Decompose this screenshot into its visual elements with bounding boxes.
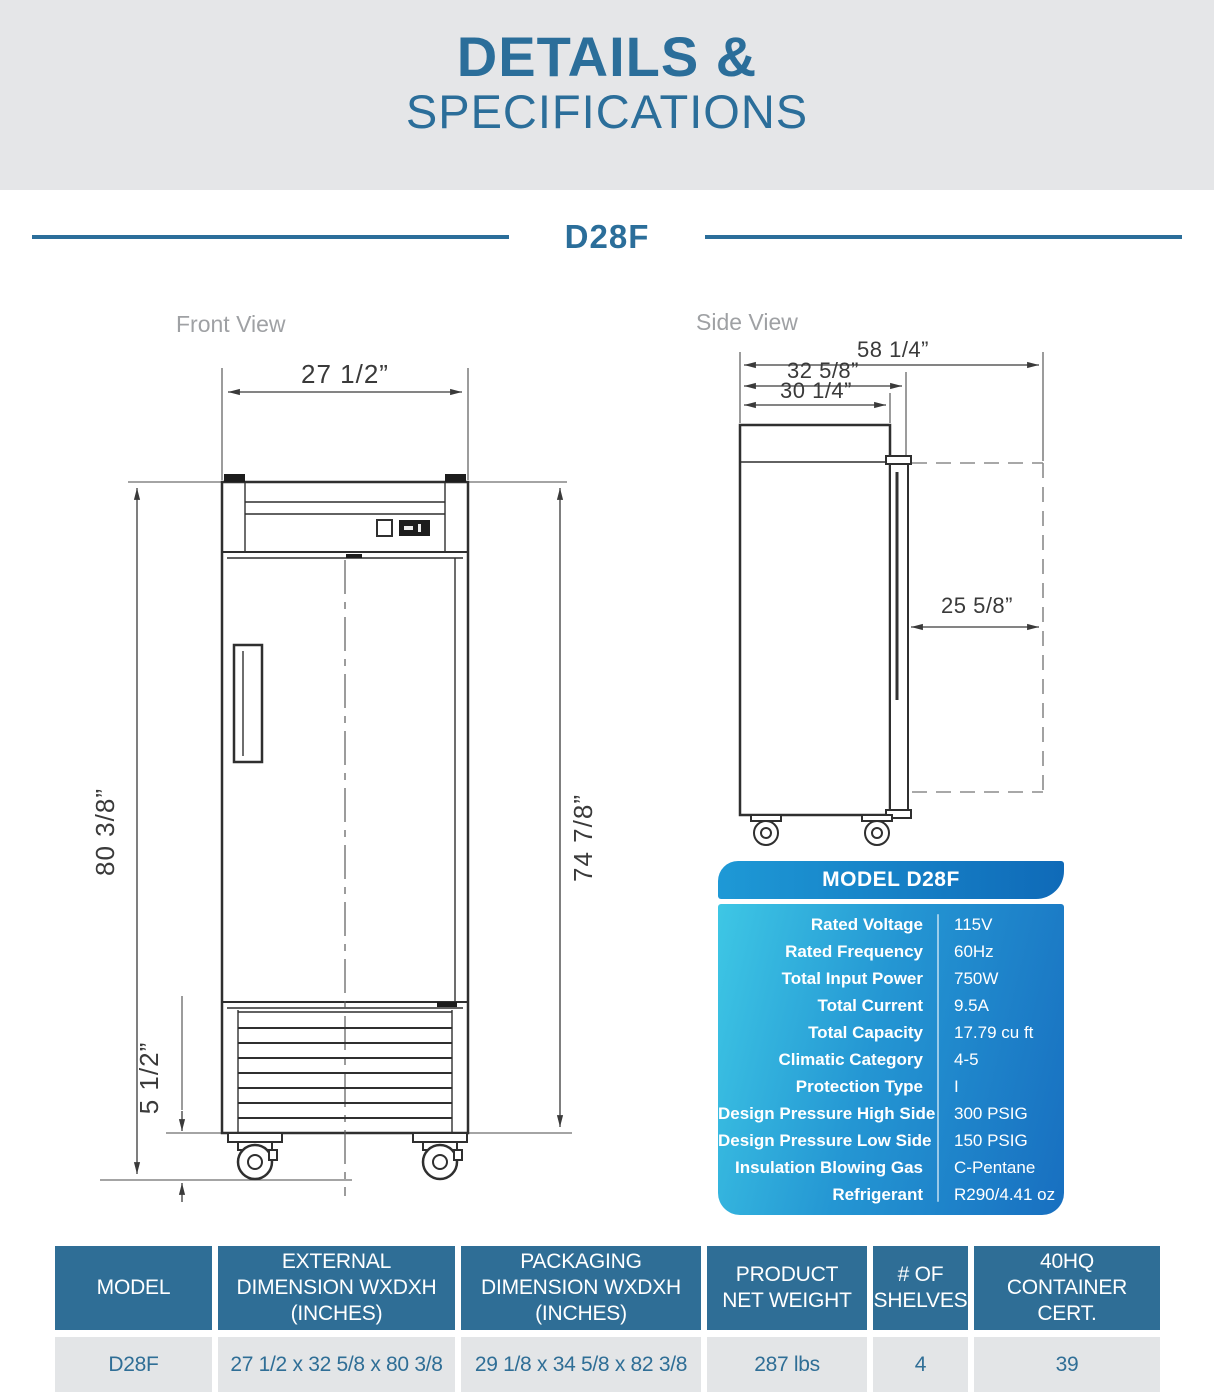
front-width-dimension: 27 1/2” <box>301 359 389 389</box>
column-header-net-weight: PRODUCT NET WEIGHT <box>707 1246 867 1330</box>
spec-value: 9.5A <box>954 996 989 1015</box>
spec-value: I <box>954 1077 959 1096</box>
side-hinge-top <box>886 456 911 464</box>
spec-row <box>718 916 1064 933</box>
front-view-label: Front View <box>176 311 286 337</box>
spec-row <box>718 1186 1064 1203</box>
cell-external-dimension: 27 1/2 x 32 5/8 x 80 3/8 <box>218 1337 455 1392</box>
side-view-drawing <box>740 337 1043 845</box>
cell-container-cert: 39 <box>974 1337 1160 1392</box>
front-caster-right <box>413 1133 467 1179</box>
spec-label: Insulation Blowing Gas <box>735 1158 923 1177</box>
dimensions-table <box>55 1246 1160 1392</box>
cell-shelves: 4 <box>873 1337 968 1392</box>
spec-value: 750W <box>954 969 999 988</box>
spec-label: Rated Voltage <box>810 915 923 934</box>
spec-value: R290/4.41 oz <box>954 1185 1056 1204</box>
page-title-line2: SPECIFICATIONS <box>405 84 809 138</box>
spec-value: 4-5 <box>954 1050 979 1069</box>
column-header-container-cert: 40HQ CONTAINER CERT. <box>974 1246 1160 1330</box>
spec-row <box>718 997 1064 1014</box>
spec-label: Refrigerant <box>832 1185 923 1204</box>
spec-row <box>718 970 1064 987</box>
spec-label: Design Pressure Low Side <box>718 1131 932 1150</box>
spec-label: Rated Frequency <box>785 942 923 961</box>
power-switch <box>399 520 430 536</box>
spec-card-title: MODEL D28F <box>718 861 1064 899</box>
cell-net-weight: 287 lbs <box>707 1337 867 1392</box>
spec-value: 150 PSIG <box>954 1131 1028 1150</box>
side-depth-with-door-dimension: 32 5/8” <box>787 358 859 383</box>
spec-value: 60Hz <box>954 942 994 961</box>
side-view-label: Side View <box>696 309 798 335</box>
side-caster-rear <box>862 815 892 845</box>
front-body-height-dimension: 74 7/8” <box>568 794 598 882</box>
side-door-open-dimension: 25 5/8” <box>941 593 1013 618</box>
column-header-packaging-dimension: PACKAGING DIMENSION WXDXH (INCHES) <box>461 1246 701 1330</box>
spec-value: 300 PSIG <box>954 1104 1028 1123</box>
spec-row <box>718 1159 1064 1176</box>
spec-row <box>718 1024 1064 1041</box>
side-caster-front <box>751 815 781 845</box>
column-header-shelves: # OF SHELVES <box>873 1246 968 1330</box>
spec-label: Climatic Category <box>778 1050 923 1069</box>
hinge-cap-left <box>224 474 245 482</box>
spec-row <box>718 1051 1064 1068</box>
table-header-row <box>55 1246 1160 1330</box>
spec-label: Total Capacity <box>808 1023 923 1042</box>
spec-value: C-Pentane <box>954 1158 1036 1177</box>
front-caster-height-dimension: 5 1/2” <box>134 1041 164 1115</box>
spec-row <box>718 1132 1064 1149</box>
spec-card-divider <box>937 914 939 1202</box>
hinge-cap-right <box>445 474 466 482</box>
spec-row <box>718 1078 1064 1095</box>
indicator-light <box>377 520 392 536</box>
front-caster-left <box>228 1133 282 1179</box>
front-overall-height-dimension: 80 3/8” <box>90 788 120 876</box>
spec-value: 115V <box>954 915 993 934</box>
side-cabinet-outline <box>740 425 890 815</box>
side-door <box>890 464 908 810</box>
spec-row <box>718 1105 1064 1122</box>
cell-model: D28F <box>55 1337 212 1392</box>
spec-label: Protection Type <box>795 1077 923 1096</box>
page-title-line1: DETAILS & <box>456 25 758 88</box>
cell-packaging-dimension: 29 1/8 x 34 5/8 x 82 3/8 <box>461 1337 701 1392</box>
column-header-model: MODEL <box>55 1246 212 1330</box>
spec-card-body <box>718 904 1064 1215</box>
spec-row <box>718 943 1064 960</box>
side-body-depth-dimension: 30 1/4” <box>780 378 852 403</box>
spec-value: 17.79 cu ft <box>954 1023 1034 1042</box>
spec-card <box>718 861 1064 1215</box>
front-view-drawing <box>90 359 598 1202</box>
table-data-row <box>55 1337 1160 1392</box>
spec-label: Total Current <box>817 996 923 1015</box>
side-overall-depth-dimension: 58 1/4” <box>857 337 929 362</box>
door-handle <box>234 645 262 762</box>
door-latch <box>437 1002 457 1007</box>
spec-label: Total Input Power <box>781 969 923 988</box>
spec-label: Design Pressure High Side <box>718 1104 936 1123</box>
model-name: D28F <box>564 218 650 255</box>
column-header-external-dimension: EXTERNAL DIMENSION WXDXH (INCHES) <box>218 1246 455 1330</box>
